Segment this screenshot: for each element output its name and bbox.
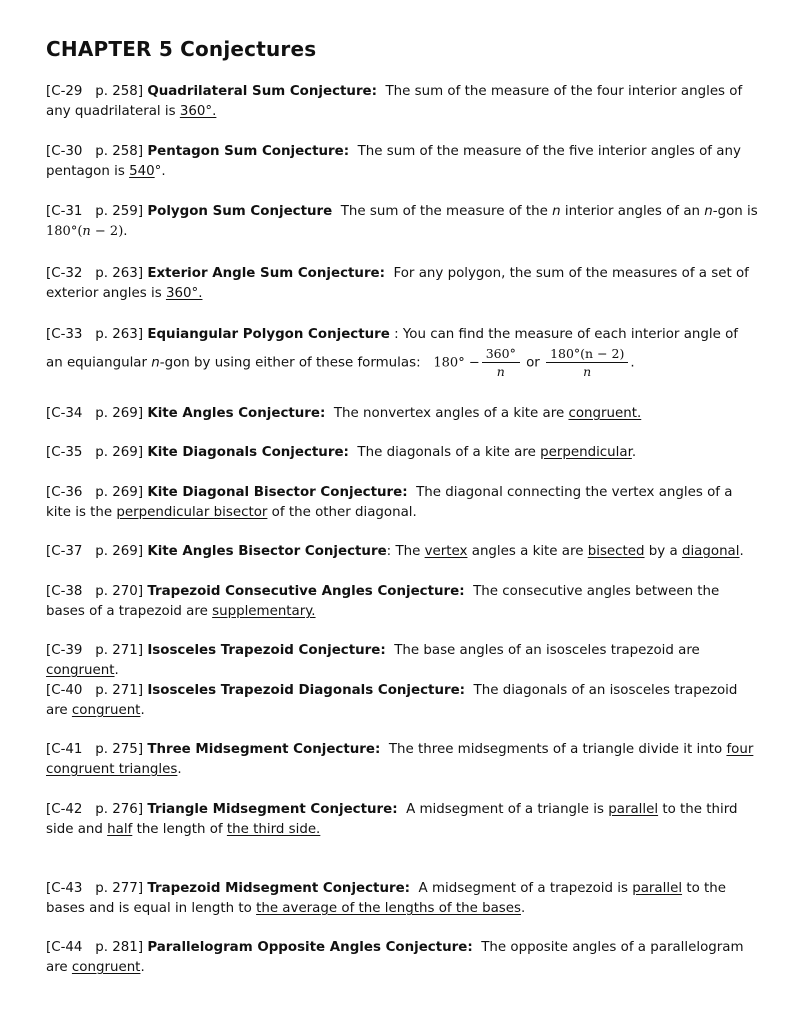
conjecture-c29: [C-29 p. 258] Quadrilateral Sum Conjecture: The sum of the measure of the four interior angles of any quadrilateral is 360°.: [46, 84, 743, 119]
page-ref: p. 270: [95, 584, 138, 599]
conjecture-code: C-37: [51, 544, 83, 559]
conjecture-name: Triangle Midsegment Conjecture:: [147, 802, 398, 817]
conjecture-code: C-42: [51, 802, 83, 817]
conjecture-answer: bisected: [587, 544, 645, 559]
page-ref: p. 277: [95, 881, 138, 896]
conjecture-text: A midsegment of a trapezoid is: [418, 881, 628, 896]
page-ref: p. 271: [95, 683, 138, 698]
conjecture-text: For any polygon, the sum of the measures of a set of exterior angles is: [46, 266, 749, 301]
conjecture-c41: [C-41 p. 275] Three Midsegment Conjecture: The three midsegments of a triangle divide it into four congruent triangles.: [46, 742, 754, 777]
conjecture-answer: the third side.: [226, 822, 321, 837]
conjecture-name: Polygon Sum Conjecture: [147, 204, 333, 219]
conjecture-code: C-41: [51, 742, 83, 757]
conjecture-answer: congruent: [71, 703, 141, 718]
conjecture-answer: four congruent triangles: [46, 742, 754, 777]
conjecture-code: C-44: [51, 940, 83, 955]
conjecture-text: to the third side and: [46, 802, 738, 837]
conjecture-text: -gon is: [712, 204, 758, 219]
conjecture-code: C-39: [51, 643, 83, 658]
conjecture-answer: perpendicular bisector: [116, 505, 268, 520]
formula-or: or: [526, 355, 540, 371]
variable-n: n: [704, 204, 713, 219]
formula-lead: 180° −: [433, 355, 480, 371]
conjecture-text: The: [395, 544, 421, 559]
conjecture-name: Quadrilateral Sum Conjecture:: [147, 84, 377, 99]
conjecture-answer: perpendicular: [540, 445, 632, 460]
conjecture-c30: [C-30 p. 258] Pentagon Sum Conjecture: The sum of the measure of the five interior angles of any pentagon is 540°.: [46, 144, 741, 179]
conjecture-text: The consecutive angles between the bases of a trapezoid are: [46, 584, 720, 619]
conjecture-c33: [C-33 p. 263] Equiangular Polygon Conjecture : You can find the measure of each interior angle of an equiangular n-gon by using either of these formulas: 180° − $\frac{360^\circ}{n}$ or $\frac{180^\circ(n - 2)}{n}$ .: [46, 327, 739, 379]
conjecture-text: by a: [648, 544, 678, 559]
conjecture-code: C-40: [51, 683, 83, 698]
conjecture-c43: [C-43 p. 277] Trapezoid Midsegment Conjecture: A midsegment of a trapezoid is parallel to the bases and is equal in length to the average of the lengths of the bases.: [46, 881, 726, 916]
conjecture-answer: supplementary.: [212, 604, 316, 619]
page-ref: p. 263: [95, 327, 138, 342]
conjecture-name: Kite Angles Conjecture:: [147, 406, 326, 421]
page-ref: p. 263: [95, 266, 138, 281]
conjecture-answer: congruent.: [568, 406, 642, 421]
page-ref: p. 269: [95, 445, 138, 460]
conjecture-c40: [C-40 p. 271] Isosceles Trapezoid Diagonals Conjecture: The diagonals of an isosceles trapezoid are congruent.: [46, 683, 738, 718]
conjecture-c31: [C-31 p. 259] Polygon Sum Conjecture The sum of the measure of the n interior angles of an n-gon is 180°(n − 2).: [46, 204, 758, 239]
page-ref: p. 258: [95, 84, 138, 99]
conjecture-c34: [C-34 p. 269] Kite Angles Conjecture: The nonvertex angles of a kite are congruent.: [46, 406, 642, 421]
conjecture-c36: [C-36 p. 269] Kite Diagonal Bisector Conjecture: The diagonal connecting the vertex angles of a kite is the perpendicular bisector of the other diagonal.: [46, 485, 733, 520]
conjecture-name: Trapezoid Consecutive Angles Conjecture:: [147, 584, 465, 599]
conjecture-code: C-31: [51, 204, 83, 219]
conjecture-text: The sum of the measure of the: [340, 204, 548, 219]
conjecture-code: C-32: [51, 266, 83, 281]
page-ref: p. 259: [95, 204, 138, 219]
conjecture-c39: [C-39 p. 271] Isosceles Trapezoid Conjecture: The base angles of an isosceles trapezoid are congruent.: [46, 643, 700, 678]
page-ref: p. 269: [95, 544, 138, 559]
page-ref: p. 276: [95, 802, 138, 817]
formula-fraction-2: $\frac{180^\circ(n - 2)}{n}$: [546, 345, 628, 380]
conjecture-name: Parallelogram Opposite Angles Conjecture:: [147, 940, 473, 955]
conjecture-name: Pentagon Sum Conjecture:: [147, 144, 350, 159]
conjecture-text: The sum of the measure of the five interior angles of any pentagon is: [46, 144, 741, 179]
conjecture-name: Exterior Angle Sum Conjecture:: [147, 266, 385, 281]
polygon-sum-formula: 180°(n − 2): [46, 224, 124, 239]
conjecture-answer: parallel: [632, 881, 683, 896]
conjecture-c32: [C-32 p. 263] Exterior Angle Sum Conjecture: For any polygon, the sum of the measures of a set of exterior angles is 360°.: [46, 266, 749, 301]
conjecture-answer: vertex: [424, 544, 468, 559]
conjecture-text: of the other diagonal.: [271, 505, 417, 520]
page-title: CHAPTER 5 Conjectures: [46, 37, 317, 61]
conjecture-text-end: °.: [154, 164, 166, 179]
conjecture-text: interior angles of an: [564, 204, 701, 219]
variable-n: n: [552, 204, 561, 219]
conjecture-answer: congruent: [46, 663, 115, 678]
page-ref: p. 269: [95, 485, 138, 500]
conjecture-code: C-35: [51, 445, 83, 460]
conjecture-answer: congruent: [71, 960, 141, 975]
conjecture-answer: 540: [129, 164, 155, 179]
variable-n: n: [151, 355, 160, 371]
conjecture-text: The three midsegments of a triangle divide it into: [388, 742, 723, 757]
page-ref: p. 258: [95, 144, 138, 159]
conjecture-answer: 360°.: [179, 104, 217, 119]
conjecture-code: C-30: [51, 144, 83, 159]
conjecture-code: C-36: [51, 485, 83, 500]
conjecture-answer: half: [107, 822, 133, 837]
conjecture-text: The opposite angles of a parallelogram are: [46, 940, 744, 975]
conjecture-code: C-34: [51, 406, 83, 421]
conjecture-answer: parallel: [608, 802, 659, 817]
conjecture-text: The diagonals of a kite are: [357, 445, 536, 460]
conjecture-name: Trapezoid Midsegment Conjecture:: [147, 881, 411, 896]
conjecture-text: The diagonal connecting the vertex angles of a kite is the: [46, 485, 733, 520]
page-ref: p. 269: [95, 406, 138, 421]
conjecture-c37: [C-37 p. 269] Kite Angles Bisector Conjecture: The vertex angles a kite are bisected by a diagonal.: [46, 544, 744, 559]
conjecture-text: to the bases and is equal in length to: [46, 881, 726, 916]
conjecture-text: The nonvertex angles of a kite are: [333, 406, 565, 421]
conjecture-text: -gon by using either of these formulas:: [159, 355, 421, 371]
conjecture-text: the length of: [136, 822, 223, 837]
conjecture-answer: diagonal: [681, 544, 740, 559]
conjecture-c35: [C-35 p. 269] Kite Diagonals Conjecture: The diagonals of a kite are perpendicular.: [46, 445, 637, 460]
conjecture-name: Kite Diagonals Conjecture:: [147, 445, 349, 460]
conjecture-answer: 360°.: [165, 286, 203, 301]
conjecture-text: : You can find the measure of each interior angle of an equiangular: [46, 327, 739, 371]
conjecture-name: Kite Angles Bisector Conjecture: [147, 544, 387, 559]
conjecture-answer: the average of the lengths of the bases: [256, 901, 521, 916]
page-ref: p. 271: [95, 643, 138, 658]
conjecture-text: The sum of the measure of the four interior angles of any quadrilateral is: [46, 84, 743, 119]
conjecture-text: The base angles of an isosceles trapezoid are: [394, 643, 700, 658]
formula-fraction-1: $\frac{360^\circ}{n}$: [482, 345, 520, 380]
conjecture-name: Kite Diagonal Bisector Conjecture:: [147, 485, 408, 500]
conjecture-c42: [C-42 p. 276] Triangle Midsegment Conjecture: A midsegment of a triangle is parallel to the third side and half the length of the third side.: [46, 802, 738, 837]
page-ref: p. 275: [95, 742, 138, 757]
conjecture-text: A midsegment of a triangle is: [406, 802, 604, 817]
conjecture-text: The diagonals of an isosceles trapezoid are: [46, 683, 738, 718]
conjecture-text: angles a kite are: [471, 544, 584, 559]
conjecture-name: Three Midsegment Conjecture:: [147, 742, 381, 757]
page-ref: p. 281: [95, 940, 138, 955]
conjecture-c44: [C-44 p. 281] Parallelogram Opposite Angles Conjecture: The opposite angles of a parallelogram are congruent.: [46, 940, 744, 975]
conjecture-c38: [C-38 p. 270] Trapezoid Consecutive Angles Conjecture: The consecutive angles between the bases of a trapezoid are supplementary.: [46, 584, 720, 619]
conjecture-code: C-29: [51, 84, 83, 99]
conjecture-code: C-33: [51, 327, 83, 342]
conjecture-code: C-38: [51, 584, 83, 599]
conjecture-name: Isosceles Trapezoid Conjecture:: [147, 643, 386, 658]
conjecture-name: Equiangular Polygon Conjecture: [147, 327, 390, 342]
conjecture-name: Isosceles Trapezoid Diagonals Conjecture:: [147, 683, 466, 698]
conjecture-code: C-43: [51, 881, 83, 896]
